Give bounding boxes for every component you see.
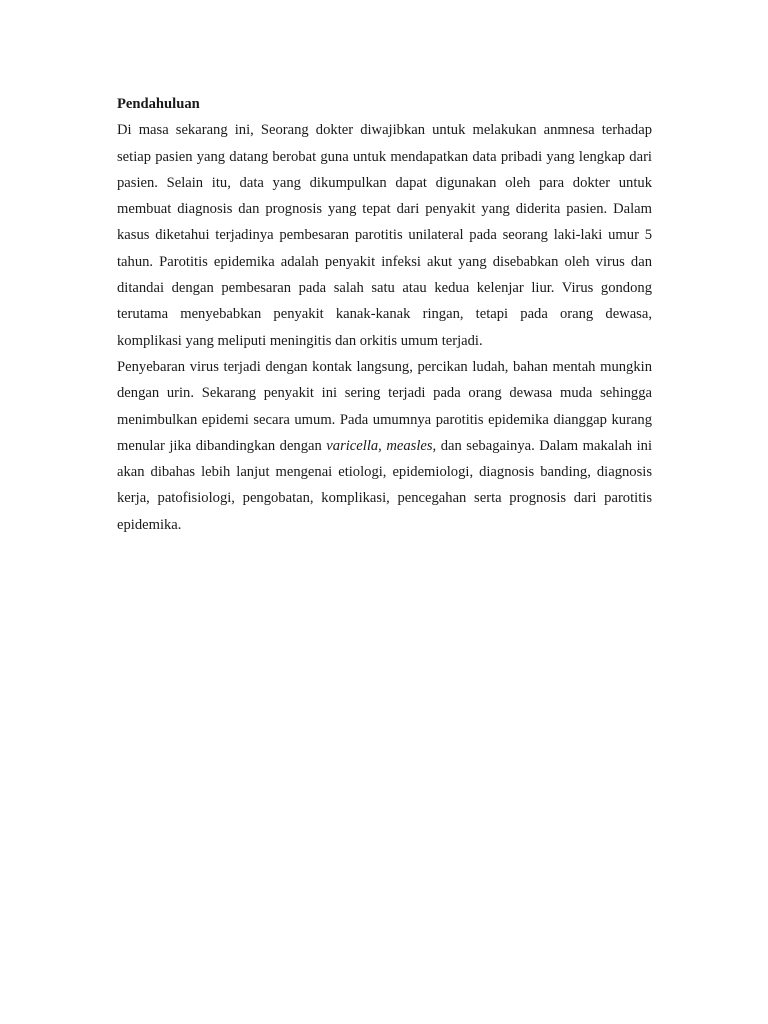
paragraph-spread-text-end: , dan sebagainya. Dalam makalah ini akan dibahas lebih lanjut mengenai etiologi, epidemiologi, diagnosis banding, diagnosis kerja, patofisiologi, pengobatan, komplikasi, pencegahan serta prognosis dari parotitis epidemika. bbox=[117, 437, 652, 533]
term-separator: , bbox=[378, 437, 387, 454]
paragraph-spread-text-start: Penyebaran virus terjadi dengan kontak langsung, percikan ludah, bahan mentah mungkin dengan urin. Sekarang penyakit ini sering terjadi pada orang dewasa muda sehingga menimbulkan epidemi secara umum. Pada umumnya parotitis epidemika dianggap kurang menular jika dibandingkan dengan bbox=[117, 358, 652, 454]
term-measles: measles bbox=[386, 437, 433, 454]
section-heading: Pendahuluan bbox=[117, 96, 200, 112]
paragraph-intro: Di masa sekarang ini, Seorang dokter diwajibkan untuk melakukan anmnesa terhadap setiap pasien yang datang berobat guna untuk mendapatkan data pribadi yang lengkap dari pasien. Selain itu, data yang dikumpulkan dapat digunakan oleh para dokter untuk membuat diagnosis dan prognosis yang tepat dari penyakit yang diderita pasien. Dalam kasus diketahui terjadinya pembesaran parotitis unilateral pada seorang laki-laki umur 5 tahun. Parotitis epidemika adalah penyakit infeksi akut yang disebabkan oleh virus dan ditandai dengan pembesaran pada salah satu atau kedua kelenjar liur. Virus gondong terutama menyebabkan penyakit kanak-kanak ringan, tetapi pada orang dewasa, komplikasi yang meliputi meningitis dan orkitis umum terjadi. bbox=[117, 122, 652, 349]
term-varicella: varicella bbox=[326, 437, 379, 454]
document-body bbox=[117, 91, 652, 538]
paragraph-spread bbox=[117, 354, 652, 538]
